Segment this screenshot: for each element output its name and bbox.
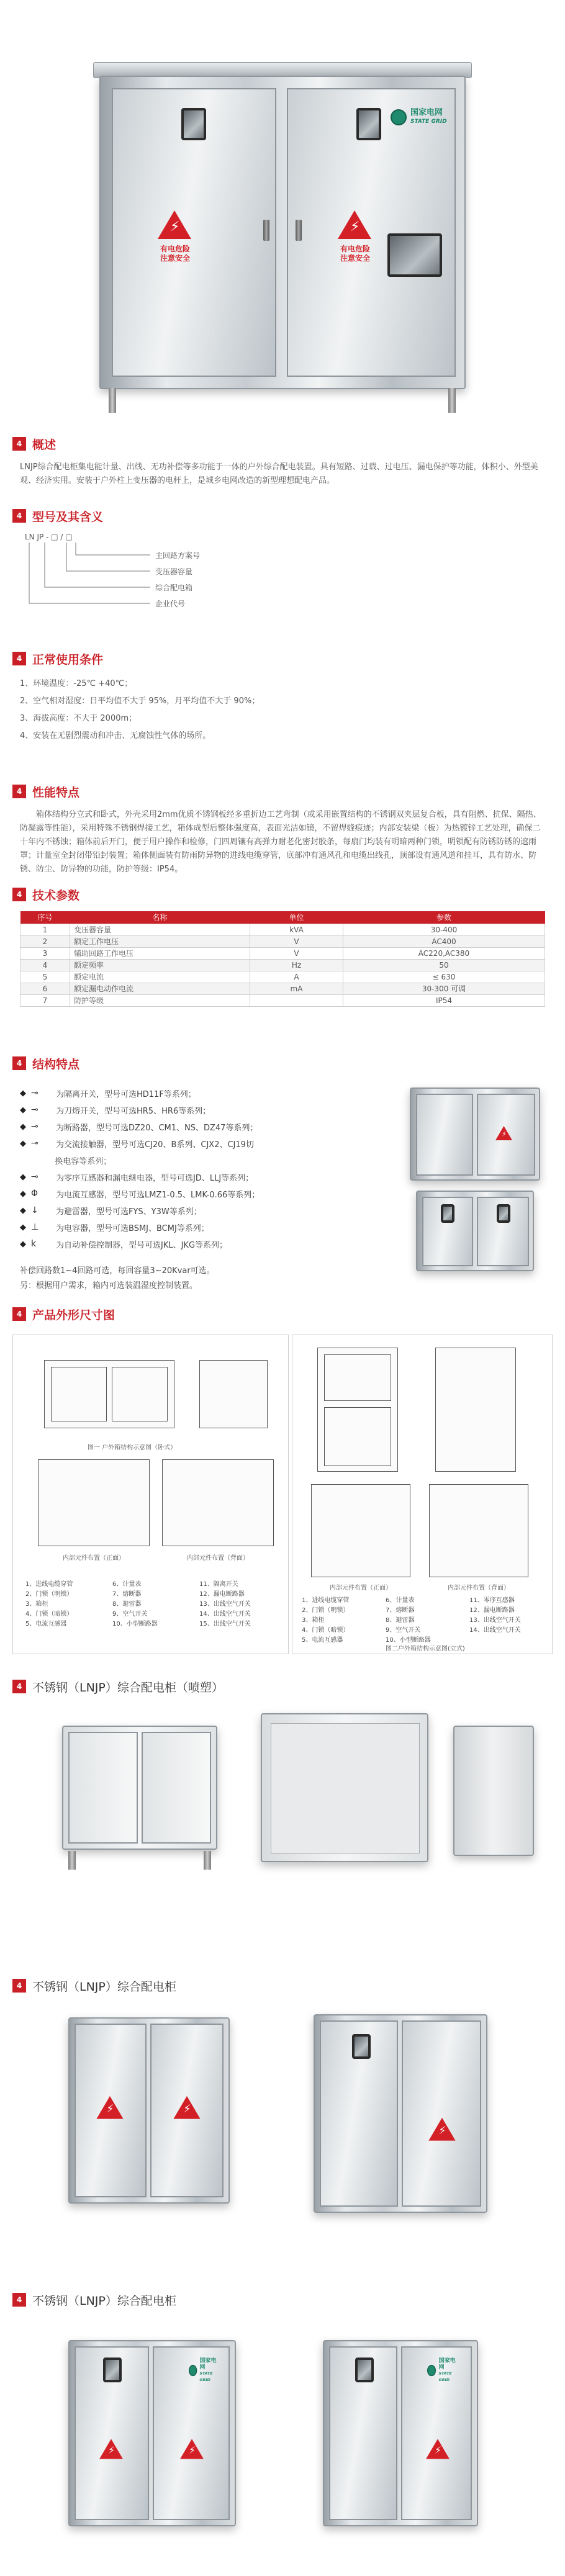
legend-item: 1、进线电缆穿管 bbox=[302, 1597, 350, 1604]
product-2-title: 不锈钢（LNJP）综合配电柜 bbox=[32, 1979, 176, 1994]
condition-item: 4、安装在无剧烈震动和冲击、无腐蚀性气体的场所。 bbox=[20, 731, 211, 741]
section-icon: 4 bbox=[12, 1680, 26, 1693]
legend-item: 5、电流互感器 bbox=[302, 1637, 343, 1644]
structure-note-2: 另：根据用户需求，箱内可选装温湿度控制装置。 bbox=[20, 1281, 198, 1290]
features-title: 性能特点 bbox=[32, 785, 80, 799]
bullet-icon: ◆ bbox=[20, 1189, 26, 1199]
tech-table-header-row bbox=[20, 911, 545, 924]
drawing-side-view bbox=[199, 1360, 268, 1428]
hero-leg bbox=[448, 388, 456, 413]
bullet-icon: ◆ bbox=[20, 1088, 26, 1098]
cell-no: 2 bbox=[20, 935, 70, 947]
cell-name: 额定工作电压 bbox=[70, 935, 250, 947]
cell-unit bbox=[250, 994, 343, 1006]
product-1-photo-frame bbox=[19, 1707, 546, 1899]
col-name: 名称 bbox=[70, 911, 250, 924]
cell-param: 30-400 bbox=[343, 924, 545, 935]
table-row bbox=[20, 924, 545, 935]
bullet-icon: ◆ bbox=[20, 1205, 26, 1215]
structure-note-1: 补偿回路数1~4回路可选，每回容量3~20Kvar可选。 bbox=[20, 1266, 215, 1276]
hero-handle-left bbox=[263, 220, 269, 241]
list-item bbox=[20, 1119, 258, 1135]
symbol-icon: k bbox=[31, 1239, 37, 1249]
list-item bbox=[20, 1102, 210, 1118]
warning-icon: ⚡ bbox=[495, 1126, 512, 1141]
hero-meter-window bbox=[181, 108, 206, 140]
structure-photo-cabinet-2 bbox=[416, 1191, 534, 1271]
warning-icon: ⚡ bbox=[158, 210, 191, 240]
state-grid-logo: 国家电网 STATE GRID bbox=[391, 108, 447, 127]
hero-leg bbox=[109, 388, 116, 413]
legend-item: 12、漏电断路器 bbox=[469, 1607, 515, 1614]
model-title: 型号及其含义 bbox=[32, 510, 104, 524]
structure-header bbox=[12, 1055, 79, 1071]
hero-viewing-window bbox=[387, 233, 442, 277]
structure-text: 为零序互感器和漏电继电器，型号可选JD、LLJ等系列； bbox=[56, 1173, 254, 1183]
section-icon: 4 bbox=[12, 1979, 26, 1993]
section-icon: 4 bbox=[12, 888, 26, 901]
caption-left: 图一 户外箱结构示意图（卧式） bbox=[88, 1444, 177, 1451]
sub-caption-right-2: 内部元件布置（背面） bbox=[448, 1585, 510, 1592]
hero-handle-right bbox=[296, 220, 302, 241]
state-grid-logo: 国家电网 STATE GRID bbox=[189, 2358, 217, 2384]
symbol-icon: ⊸ bbox=[31, 1172, 38, 1182]
bullet-icon: ◆ bbox=[20, 1122, 26, 1132]
legend-item: 8、避雷器 bbox=[112, 1601, 142, 1608]
warning-icon: ⚡ bbox=[180, 2439, 204, 2460]
symbol-icon: ⊸ bbox=[31, 1088, 38, 1098]
warning-icon: ⚡ bbox=[428, 2118, 455, 2141]
cell-unit: V bbox=[250, 935, 343, 947]
section-icon: 4 bbox=[12, 437, 26, 451]
list-item bbox=[20, 1152, 111, 1168]
warning-icon: ⚡ bbox=[338, 210, 371, 240]
bullet-icon: ◆ bbox=[20, 1105, 26, 1115]
drawing-front-view bbox=[44, 1360, 174, 1428]
table-row bbox=[20, 994, 545, 1006]
symbol-icon: Φ bbox=[31, 1189, 38, 1199]
warning-icon: ⚡ bbox=[99, 2439, 123, 2460]
hero-door-right bbox=[287, 88, 456, 377]
drawing-inner-back bbox=[162, 1459, 274, 1546]
section-icon: 4 bbox=[12, 509, 26, 523]
legend-item: 14、出线空气开关 bbox=[469, 1627, 521, 1634]
conditions-title: 正常使用条件 bbox=[32, 652, 104, 667]
conditions-list bbox=[20, 675, 545, 745]
cell-no: 3 bbox=[20, 947, 70, 959]
condition-item: 2、空气相对湿度：日平均值不大于 95%，月平均值不大于 90%； bbox=[20, 696, 260, 706]
hero-meter-window-small bbox=[356, 108, 381, 140]
condition-item: 3、海拔高度：不大于 2000m； bbox=[20, 714, 137, 723]
product-3-cabinet-1 bbox=[68, 2340, 236, 2526]
hero-warning-text-left: 有电危险 注意安全 bbox=[160, 245, 190, 263]
cell-unit: V bbox=[250, 947, 343, 959]
condition-item: 1、环境温度：-25℃ +40℃； bbox=[20, 679, 133, 688]
hero-cabinet bbox=[99, 76, 466, 389]
model-meaning-2: 变压器容量 bbox=[155, 567, 193, 576]
sub-caption-left-2: 内部元件布置（背面） bbox=[187, 1555, 249, 1562]
product-2-cabinet-2 bbox=[314, 2014, 487, 2213]
product-1-cabinet-open bbox=[261, 1713, 428, 1862]
warning-icon: ⚡ bbox=[96, 2096, 123, 2120]
legend-item: 3、箱柜 bbox=[302, 1617, 325, 1624]
cell-param: 50 bbox=[343, 959, 545, 971]
structure-text: 为隔离开关，型号可选HD11F等系列； bbox=[56, 1089, 196, 1099]
warning-icon: ⚡ bbox=[173, 2096, 200, 2120]
product-2-cabinet-1 bbox=[68, 2017, 230, 2204]
cell-param: 30-300 可调 bbox=[343, 983, 545, 994]
drawing-inner-front bbox=[38, 1459, 150, 1546]
dimensions-title: 产品外形尺寸图 bbox=[32, 1308, 115, 1322]
table-row bbox=[20, 983, 545, 994]
legend-item: 11、隔离开关 bbox=[199, 1581, 238, 1588]
overview-text: LNJP综合配电柜集电能计量、出线、无功补偿等多功能于一体的户外综合配电装置。具有短路、过载、过电压、漏电保护等功能，体积小、外型美观、经济实用。安装于户外柱上变压器的电杆上，是城乡电网改造的新型理想配电产品。 bbox=[20, 462, 538, 485]
col-no: 序号 bbox=[20, 911, 70, 924]
bullet-icon: ◆ bbox=[20, 1138, 26, 1148]
structure-title: 结构特点 bbox=[32, 1057, 80, 1071]
tech-header bbox=[12, 886, 79, 903]
legend-item: 2、门锁（明锁） bbox=[25, 1591, 73, 1598]
legend-item: 4、门锁（暗锁） bbox=[302, 1627, 350, 1634]
list-item bbox=[20, 1085, 196, 1101]
cell-param: AC400 bbox=[343, 935, 545, 947]
structure-text: 为自动补偿控制器，型号可选JKL、JKG等系列； bbox=[56, 1240, 228, 1250]
table-row bbox=[20, 959, 545, 971]
hero-door-left bbox=[112, 88, 276, 377]
section-icon: 4 bbox=[12, 1056, 26, 1070]
sub-caption-left-1: 内部元件布置（正面） bbox=[63, 1555, 125, 1562]
bullet-icon: ◆ bbox=[20, 1239, 26, 1249]
legend-item: 9、空气开关 bbox=[112, 1611, 148, 1618]
legend-item: 15、出线空气开关 bbox=[199, 1621, 251, 1628]
product-2-header bbox=[12, 1978, 176, 1994]
caption-right: 图二户外箱结构示意图(立式) bbox=[386, 1646, 465, 1652]
legend-item: 10、小型断路器 bbox=[112, 1621, 158, 1628]
sub-caption-right-1: 内部元件布置（正面） bbox=[330, 1585, 392, 1592]
features-header bbox=[12, 783, 79, 799]
legend-item: 14、出线空气开关 bbox=[199, 1611, 251, 1618]
legend-item: 13、出线空气开关 bbox=[469, 1617, 521, 1624]
structure-text: 为电流互感器，型号可选LMZ1-0.5、LMK-0.66等系列； bbox=[56, 1190, 260, 1200]
section-icon: 4 bbox=[12, 652, 26, 665]
cell-unit: Hz bbox=[250, 959, 343, 971]
product-3-title: 不锈钢（LNJP）综合配电柜 bbox=[32, 2294, 176, 2308]
symbol-icon: ⊥ bbox=[31, 1222, 39, 1232]
product-1-title: 不锈钢（LNJP）综合配电柜（喷塑） bbox=[32, 1680, 224, 1695]
structure-text: 为交流接触器，型号可选CJ20、B系列、CJX2、CJ19切 bbox=[56, 1140, 254, 1150]
conditions-header bbox=[12, 651, 103, 667]
cell-no: 6 bbox=[20, 983, 70, 994]
cell-param: IP54 bbox=[343, 994, 545, 1006]
cell-name: 变压器容量 bbox=[70, 924, 250, 935]
drawing-front-view-upright bbox=[317, 1348, 398, 1472]
legend-item: 6、计量表 bbox=[112, 1581, 142, 1588]
list-item bbox=[20, 1202, 202, 1218]
bullet-icon bbox=[20, 1156, 25, 1165]
symbol-icon: ⊸ bbox=[31, 1138, 38, 1148]
model-code: LN JP - □ / □ bbox=[25, 533, 73, 541]
table-row bbox=[20, 971, 545, 983]
model-header bbox=[12, 508, 103, 524]
list-item bbox=[20, 1186, 260, 1202]
cell-name: 额定电流 bbox=[70, 971, 250, 983]
overview-title: 概述 bbox=[32, 438, 56, 452]
product-3-header bbox=[12, 2292, 176, 2308]
product-1-cabinet-closed bbox=[62, 1726, 217, 1850]
structure-text: 为电容器，型号可选BSMJ、BCMJ等系列； bbox=[56, 1223, 209, 1233]
cell-no: 7 bbox=[20, 994, 70, 1006]
cell-no: 4 bbox=[20, 959, 70, 971]
cell-param: ≤ 630 bbox=[343, 971, 545, 983]
legend-item: 7、熔断器 bbox=[112, 1591, 142, 1598]
section-icon: 4 bbox=[12, 2293, 26, 2307]
cell-name: 防护等级 bbox=[70, 994, 250, 1006]
list-item bbox=[20, 1169, 253, 1185]
model-code-diagram bbox=[20, 541, 156, 634]
hero-warning-text-right: 有电危险 注意安全 bbox=[340, 245, 370, 263]
model-meaning-1: 主回路方案号 bbox=[155, 551, 201, 560]
structure-text: 为避雷器，型号可选FYS、Y3W等系列； bbox=[56, 1207, 202, 1217]
legend-item: 5、电流互感器 bbox=[25, 1621, 67, 1628]
cell-unit: mA bbox=[250, 983, 343, 994]
legend-item: 10、小型断路器 bbox=[386, 1637, 431, 1644]
symbol-icon: ⊸ bbox=[31, 1122, 38, 1132]
list-item bbox=[20, 1236, 227, 1252]
legend-item: 9、空气开关 bbox=[386, 1627, 421, 1634]
product-1-header bbox=[12, 1678, 224, 1695]
hero-section bbox=[0, 0, 565, 428]
symbol-icon: ↓ bbox=[31, 1205, 38, 1215]
symbol-icon: ⊸ bbox=[31, 1105, 38, 1115]
section-icon: 4 bbox=[12, 1307, 26, 1321]
state-grid-logo: 国家电网 STATE GRID bbox=[427, 2358, 458, 2384]
cell-unit: kVA bbox=[250, 924, 343, 935]
legend-item: 7、熔断器 bbox=[386, 1607, 415, 1614]
table-row bbox=[20, 935, 545, 947]
cell-unit: A bbox=[250, 971, 343, 983]
legend-item: 3、箱柜 bbox=[25, 1601, 48, 1608]
structure-text: 为断路器，型号可选DZ20、CM1、NS、DZ47等系列； bbox=[56, 1123, 258, 1133]
product-1-cabinet-side bbox=[453, 1726, 534, 1856]
legend-item: 6、计量表 bbox=[386, 1597, 415, 1604]
legend-item: 1、进线电缆穿管 bbox=[25, 1581, 73, 1588]
table-row bbox=[20, 947, 545, 959]
tech-title: 技术参数 bbox=[32, 888, 80, 903]
legend-item: 4、门锁（暗锁） bbox=[25, 1611, 73, 1618]
col-param: 参数 bbox=[343, 911, 545, 924]
overview-header bbox=[12, 436, 56, 452]
legend-item: 13、出线空气开关 bbox=[199, 1601, 251, 1608]
drawing-panel-left bbox=[12, 1335, 289, 1654]
structure-text: 为刀熔开关，型号可选HR5、HR6等系列； bbox=[56, 1106, 211, 1116]
legend-item: 11、零序互感器 bbox=[469, 1597, 515, 1604]
cell-no: 1 bbox=[20, 924, 70, 935]
bullet-icon: ◆ bbox=[20, 1172, 26, 1182]
structure-photo-cabinet-1 bbox=[410, 1088, 540, 1181]
list-item bbox=[20, 1135, 254, 1151]
warning-icon: ⚡ bbox=[426, 2439, 450, 2460]
features-text: 箱体结构分立式和卧式，外壳采用2mm优质不锈钢板经多重折边工艺弯制（或采用嵌置结构的不锈钢双夹层复合板，具有阻燃、抗保、隔热、防凝露等性能），采用特殊不锈钢焊接工艺，箱体成型后整体强度高，表面光洁如镜，不留焊缝痕迹；内部安装梁（板）为热镀锌工艺处理，确保二十年内不锈蚀；箱体前后开门，便于用户操作和检修，门四周镶有高弹力耐老化密封胶条，每扇门均装有明暗两种门锁，明锁配有防锈防锈的遮雨罩；计量室全封闭带铅封装置；箱体侧面装有防雨防异物的进线电缆穿管，底部冲有通风孔和电缆出线孔，顶部设有通风道和挂耳，具有防水、防锈、防尘、防异物的功能，防护等级：IP54。 bbox=[20, 810, 541, 874]
cell-no: 5 bbox=[20, 971, 70, 983]
col-unit: 单位 bbox=[250, 911, 343, 924]
model-meaning-3: 综合配电箱 bbox=[155, 583, 193, 592]
bullet-icon: ◆ bbox=[20, 1222, 26, 1232]
dimensions-header bbox=[12, 1306, 115, 1322]
section-icon: 4 bbox=[12, 785, 26, 798]
model-meaning-4: 企业代号 bbox=[155, 600, 186, 608]
list-item bbox=[20, 1219, 209, 1235]
structure-text: 换电容等系列； bbox=[55, 1156, 112, 1166]
drawing-side-view-upright bbox=[435, 1348, 516, 1472]
cell-name: 辅助回路工作电压 bbox=[70, 947, 250, 959]
drawing-panel-right bbox=[292, 1335, 553, 1654]
cell-param: AC220,AC380 bbox=[343, 947, 545, 959]
cell-name: 额定漏电动作电流 bbox=[70, 983, 250, 994]
legend-item: 8、避雷器 bbox=[386, 1617, 415, 1624]
product-3-cabinet-2 bbox=[323, 2340, 478, 2526]
cell-name: 额定频率 bbox=[70, 959, 250, 971]
drawing-inner-back-upright bbox=[429, 1484, 528, 1577]
legend-item: 2、门锁（明锁） bbox=[302, 1607, 350, 1614]
tech-table bbox=[20, 911, 545, 1007]
drawing-inner-front-upright bbox=[311, 1484, 410, 1577]
legend-item: 12、漏电断路器 bbox=[199, 1591, 245, 1598]
